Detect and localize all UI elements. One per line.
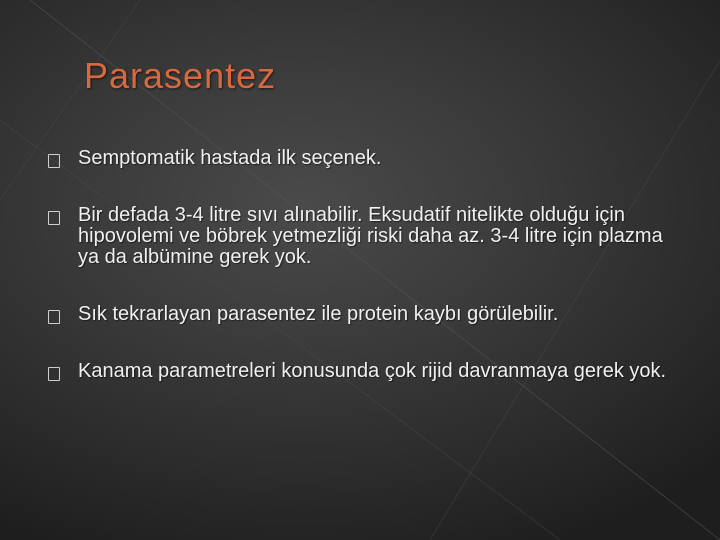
bullet-text: Semptomatik hastada ilk seçenek.	[78, 147, 382, 169]
bullet-item	[48, 361, 688, 382]
bullet-item	[48, 148, 688, 169]
bullet-item	[48, 205, 688, 268]
slide-title: Parasentez	[84, 55, 277, 96]
unknown-glyph-box-icon	[48, 310, 60, 324]
bullet-list	[48, 148, 688, 418]
unknown-glyph-box-icon	[48, 211, 60, 225]
unknown-glyph-box-icon	[48, 367, 60, 381]
bullet-text: Sık tekrarlayan parasentez ile protein kaybı görülebilir.	[78, 303, 559, 325]
unknown-glyph-box-icon	[48, 154, 60, 168]
bullet-text: Bir defada 3-4 litre sıvı alınabilir. Eksudatif nitelikte olduğu için hipovolemi ve böbrek yetmezliği riski daha az. 3-4 litre için plazma ya da albümine gerek yok.	[78, 204, 663, 268]
bullet-item	[48, 304, 688, 325]
bullet-text: Kanama parametreleri konusunda çok rijid davranmaya gerek yok.	[78, 360, 667, 382]
